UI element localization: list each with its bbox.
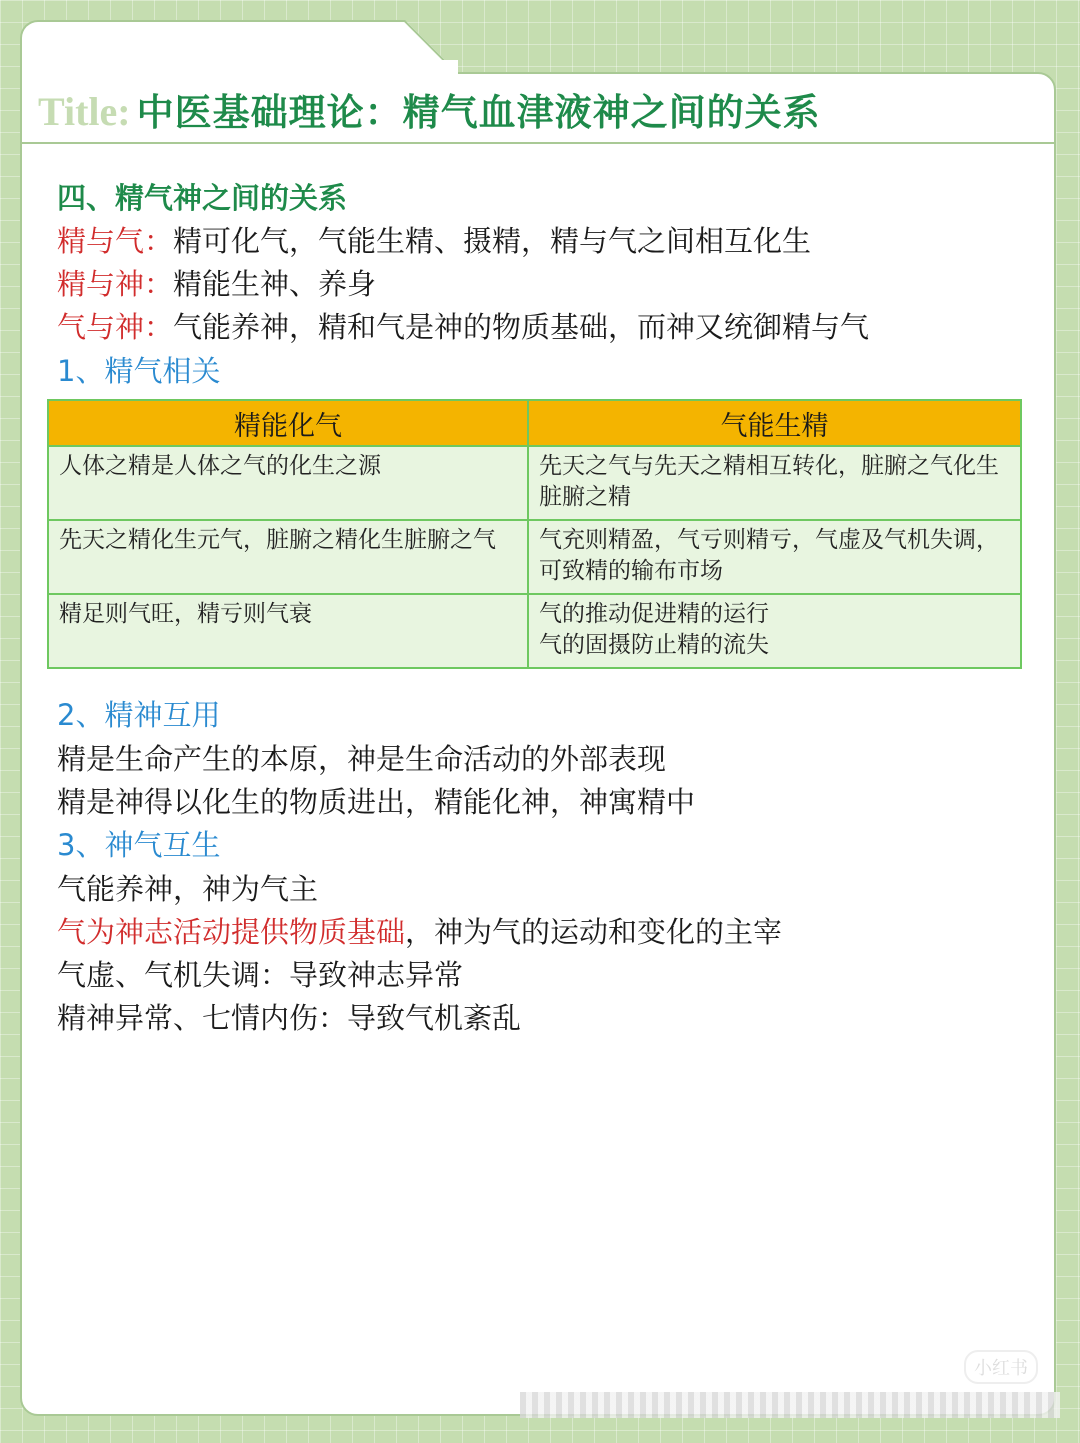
section-heading: 四、精气神之间的关系 bbox=[57, 181, 348, 215]
page-title bbox=[38, 82, 821, 138]
highlight-text: 气为神志活动提供物质基础 bbox=[57, 915, 406, 949]
relation-text: 气能养神，精和气是神的物质基础，而神又统御精与气 bbox=[173, 310, 870, 344]
relation-line-jing-shen bbox=[57, 264, 376, 304]
body-line-highlight bbox=[57, 912, 782, 952]
table-row bbox=[48, 594, 1021, 668]
table-cell: 先天之气与先天之精相互转化，脏腑之气化生脏腑之精 bbox=[528, 446, 1021, 520]
relation-text: 精能生神、养身 bbox=[173, 267, 377, 301]
relation-label: 精与气： bbox=[57, 224, 174, 258]
body-line: 精是神得以化生的物质进出，精能化神，神寓精中 bbox=[57, 785, 696, 819]
table-cell: 气的推动促进精的运行 气的固摄防止精的流失 bbox=[528, 594, 1021, 668]
jing-qi-table bbox=[47, 399, 1022, 669]
body-text: ，神为气的运动和变化的主宰 bbox=[405, 915, 783, 949]
subheading-3: 3、神气互生 bbox=[57, 828, 221, 862]
table-header-cell: 气能生精 bbox=[528, 400, 1021, 446]
body-line: 气能养神，神为气主 bbox=[57, 872, 319, 906]
table-header-row bbox=[48, 400, 1021, 446]
table-row bbox=[48, 520, 1021, 594]
table-header-cell: 精能化气 bbox=[48, 400, 528, 446]
table-cell: 气充则精盈，气亏则精亏，气虚及气机失调，可致精的输布市场 bbox=[528, 520, 1021, 594]
card-tab-join bbox=[22, 60, 458, 80]
image-strip-decoration bbox=[520, 1392, 1060, 1418]
title-text: 中医基础理论：精气血津液神之间的关系 bbox=[136, 91, 821, 134]
body-line: 精是生命产生的本原，神是生命活动的外部表现 bbox=[57, 742, 667, 776]
relation-label: 气与神： bbox=[57, 310, 174, 344]
table-cell: 精足则气旺，精亏则气衰 bbox=[48, 594, 528, 668]
subheading-1: 1、精气相关 bbox=[57, 354, 221, 388]
relation-line-jing-qi bbox=[57, 221, 811, 261]
relation-label: 精与神： bbox=[57, 267, 174, 301]
title-divider bbox=[22, 142, 1054, 144]
body-line: 气虚、气机失调：导致神志异常 bbox=[57, 958, 464, 992]
table-cell: 人体之精是人体之气的化生之源 bbox=[48, 446, 528, 520]
title-prefix: Title: bbox=[38, 89, 131, 134]
body-line: 精神异常、七情内伤：导致气机紊乱 bbox=[57, 1001, 522, 1035]
relation-line-qi-shen bbox=[57, 307, 869, 347]
subheading-2: 2、精神互用 bbox=[57, 698, 221, 732]
table-row bbox=[48, 446, 1021, 520]
watermark-logo: 小红书 bbox=[964, 1350, 1038, 1384]
relation-text: 精可化气，气能生精、摄精，精与气之间相互化生 bbox=[173, 224, 812, 258]
table-cell: 先天之精化生元气，脏腑之精化生脏腑之气 bbox=[48, 520, 528, 594]
